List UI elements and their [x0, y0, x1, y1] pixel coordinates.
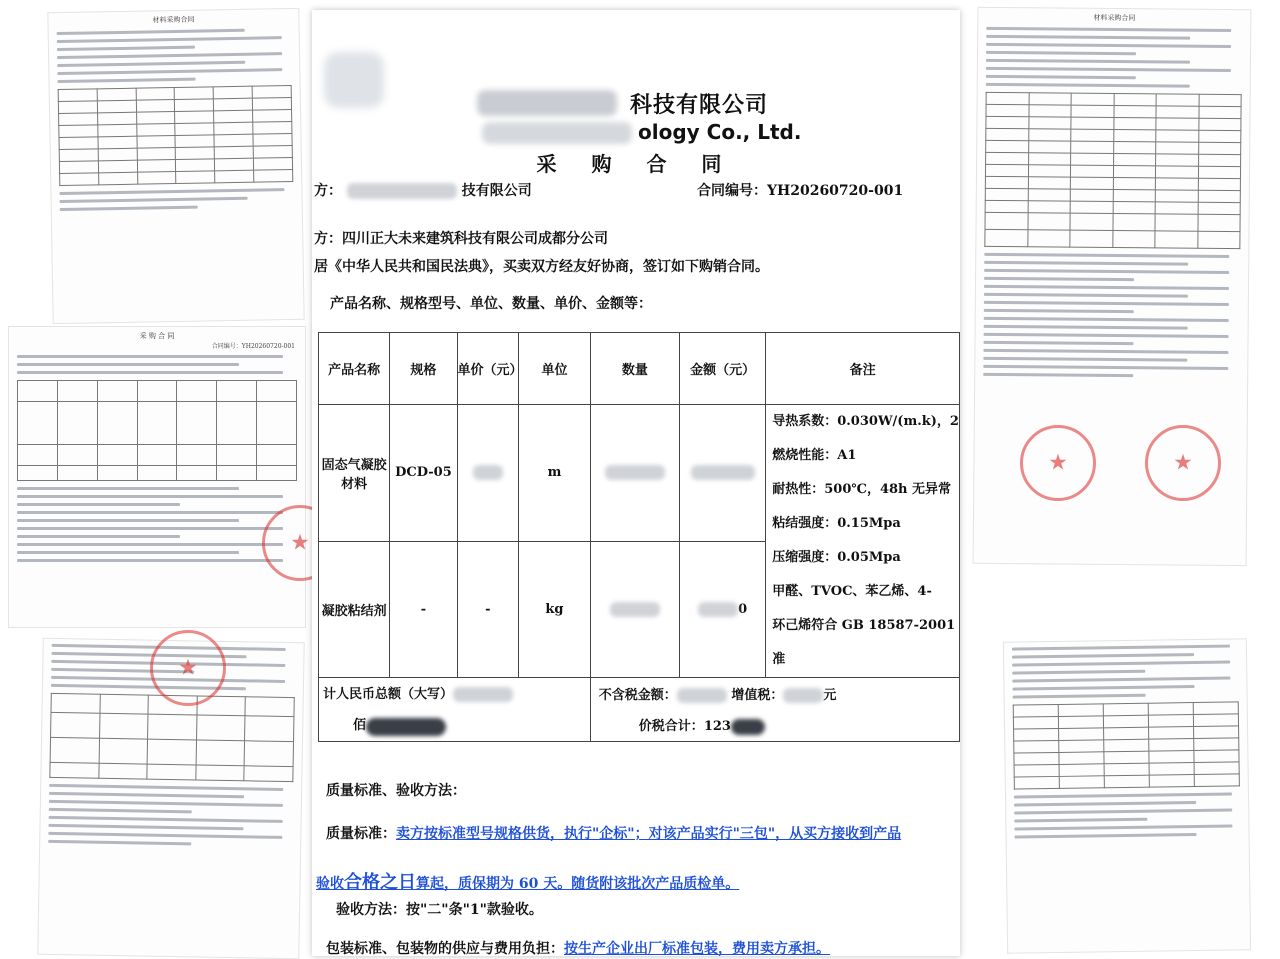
- contract-intro: 居《中华人民共和国民法典》，买卖双方经友好协商，签订如下购销合同。: [314, 259, 769, 275]
- incl-tax-visible: 123: [703, 719, 731, 734]
- header-quantity: 数量: [590, 333, 679, 405]
- excl-tax-label: 不含税金额：: [598, 688, 677, 703]
- contract-thumbnail-bottom-right: [1003, 638, 1251, 953]
- packaging-label: 包装标准、包装物的供应与费用负担：: [326, 941, 564, 956]
- red-seal-icon: [1145, 425, 1221, 501]
- company-name-cn: 科技有限公司: [630, 92, 769, 118]
- contract-number-label: 合同编号：: [697, 183, 767, 199]
- table-total-row: [319, 678, 960, 742]
- quality-text: 卖方按标准型号规格供货，执行"企标"；对该产品实行"三包"，从买方接收到产品: [396, 826, 902, 842]
- company-name-blurred: [477, 90, 617, 116]
- total-label: 计人民币总额（大写）: [323, 687, 454, 702]
- thumbnail-title: 材料采购合同: [152, 15, 195, 25]
- acceptance-method: 验收方法：按"二"条"1"款验收。: [336, 902, 543, 918]
- red-seal-icon: [1020, 425, 1096, 501]
- product-price: -: [457, 541, 519, 678]
- section-products-heading: 产品名称、规格型号、单位、数量、单价、金额等：: [330, 296, 652, 312]
- contract-number-line: [697, 180, 903, 200]
- quality-warranty-line: 验收合格之日算起，质保期为 60 天。随货附该批次产品质检单。: [316, 872, 740, 893]
- contract-thumbnail-middle-left: [8, 326, 306, 628]
- thumbnail-table: [984, 92, 1241, 249]
- header-unit: 单位: [519, 333, 591, 405]
- product-table: [318, 332, 960, 742]
- header-notes: 备注: [766, 333, 960, 405]
- product-unit: m: [519, 405, 591, 542]
- total-visible: 佰: [353, 718, 367, 733]
- seller-name: 四川正大未来建筑科技有限公司成都分公司: [342, 231, 608, 247]
- header-unit-price: 单价（元）: [457, 333, 519, 405]
- incl-tax-label: 价税合计：: [638, 719, 704, 734]
- product-quantity-blurred: [590, 541, 679, 678]
- tax-cell: 不含税金额： 增值税： 元 价税合计：123: [590, 678, 959, 742]
- document-title: 采 购 合 同: [536, 152, 736, 176]
- product-name: 固态气凝胶材料: [319, 405, 390, 542]
- header-amount: 金额（元）: [680, 333, 766, 405]
- product-quantity-blurred: [590, 405, 679, 542]
- red-seal-icon: [150, 630, 226, 706]
- contract-number: YH20260720-001: [767, 183, 904, 199]
- vat-label: 增值税：: [731, 688, 784, 703]
- packaging-line: [326, 938, 830, 956]
- product-amount-blurred: 0: [680, 541, 766, 678]
- product-name: 凝胶粘结剂: [319, 541, 390, 678]
- seller-label: 方：: [314, 231, 342, 247]
- thumbnail-table: [17, 380, 297, 481]
- header-product-name: 产品名称: [319, 333, 390, 405]
- table-header-row: [319, 333, 960, 405]
- product-spec: -: [390, 541, 457, 678]
- thumbnail-table: [49, 693, 294, 782]
- quality-label: 质量标准：: [326, 826, 396, 842]
- company-name-en: ology Co., Ltd.: [638, 120, 802, 144]
- seller-line: [314, 228, 608, 248]
- product-price-blurred: [457, 405, 519, 542]
- product-unit: kg: [519, 541, 591, 678]
- thumbnail-title: 采 购 合 同: [139, 332, 175, 340]
- contract-thumbnail-top-left: [47, 8, 304, 324]
- product-notes: 导热系数：0.030W/(m.k)，2 燃烧性能：A1 耐热性：500℃，48h 无异常 粘结强度：0.15Mpa 压缩强度：0.05Mpa 甲醛、TVOC、苯乙烯、4- 环己烯符合 GB 18587-2001 准: [766, 405, 960, 678]
- quality-standard-line: [326, 823, 901, 843]
- thumbnail-contract-no: 合同编号：YH20260720-001: [211, 343, 295, 350]
- header-spec: 规格: [390, 333, 457, 405]
- total-words-cell: [319, 678, 591, 742]
- buyer-name: 技有限公司: [461, 183, 532, 199]
- buyer-line: [314, 180, 532, 200]
- table-row: [319, 405, 960, 542]
- product-spec: DCD-05: [390, 405, 457, 542]
- quality-heading: 质量标准、验收方法：: [326, 783, 466, 799]
- main-contract-page: [312, 10, 960, 956]
- packaging-text: 按生产企业出厂标准包装，费用卖方承担。: [564, 941, 830, 956]
- thumbnail-table: [1013, 701, 1240, 789]
- company-logo-blurred: [324, 52, 384, 108]
- buyer-label: 方：: [314, 183, 342, 199]
- thumbnail-table: [58, 85, 294, 186]
- company-name-en-blurred: [482, 122, 632, 144]
- thumbnail-title: 材料采购合同: [1093, 13, 1136, 23]
- product-amount-blurred: [680, 405, 766, 542]
